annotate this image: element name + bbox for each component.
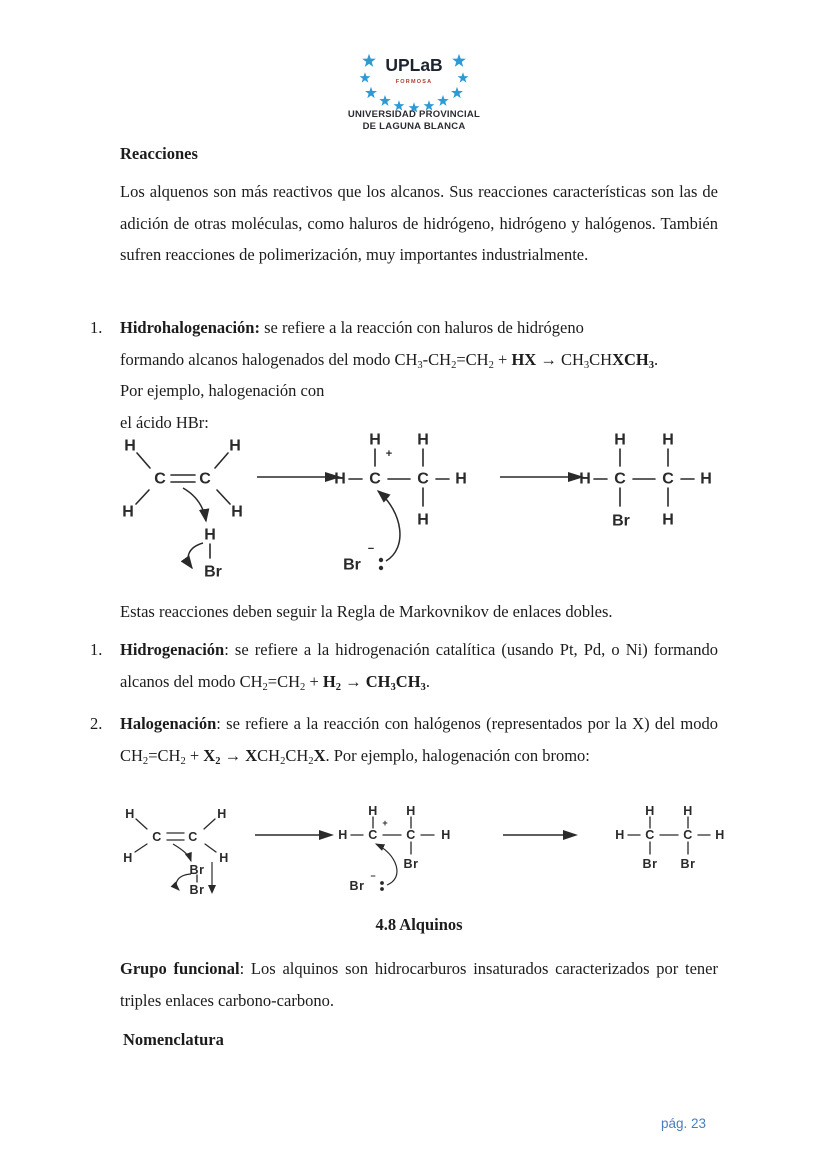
atom-label: Br <box>680 857 696 871</box>
minus-charge: − <box>367 543 375 555</box>
down-arrowhead <box>208 885 216 894</box>
atom-label: H <box>615 828 625 842</box>
curved-arrow <box>188 543 203 568</box>
star-icon <box>458 72 469 82</box>
curved-arrow <box>378 491 400 561</box>
atom-label: Br <box>403 857 419 871</box>
atom-label: H <box>217 807 227 821</box>
atom-label: C <box>614 470 626 488</box>
note-markovnikov: Estas reacciones deben seguir la Regla de Markovnikov de enlaces dobles. <box>120 602 613 621</box>
atom-label: C <box>188 830 198 844</box>
section-heading-alquinos: 4.8 Alquinos <box>375 915 463 934</box>
list-item-hidrohalogenacion: Hidrohalogenación: se refiere a la reacción con haluros de hidrógeno formando alcanos halogenados del modo $CH_3-CH_2=CH_2$ + HX → $CH_3CHXCH_3$. Por ejemplo, halogenación con el ácido HBr: <box>120 318 659 432</box>
plus-charge: + <box>382 818 388 828</box>
reaction-arrow <box>255 830 334 840</box>
university-logo <box>339 50 489 112</box>
minus-charge: − <box>370 871 376 881</box>
star-icon <box>379 95 390 106</box>
atom-label: H <box>417 431 429 449</box>
curved-arrow <box>376 844 397 885</box>
plus-charge: + <box>385 448 393 460</box>
atom-label: H <box>369 431 381 449</box>
molecule-dibromoethane <box>615 804 725 871</box>
reaction-arrow <box>257 472 341 482</box>
atom-label: C <box>369 470 381 488</box>
curved-arrow <box>183 488 206 521</box>
list-item-number: 2. <box>90 714 103 733</box>
atom-label: C <box>152 830 162 844</box>
atom-label: Br <box>642 857 658 871</box>
atom-label: H <box>715 828 725 842</box>
star-icon <box>452 54 466 67</box>
molecule-ethylene-br2 <box>123 807 229 897</box>
atom-label: C <box>645 828 655 842</box>
atom-label: Br <box>204 563 222 581</box>
atom-label: Br <box>349 879 365 893</box>
molecule-bromo-carbocation <box>338 804 451 893</box>
star-icon <box>451 87 463 98</box>
atom-label: C <box>368 828 378 842</box>
lone-pair-dot <box>380 881 384 885</box>
institution-name <box>0 109 828 133</box>
atom-label: H <box>334 470 346 488</box>
atom-label: Br <box>189 883 205 897</box>
atom-label: Br <box>189 863 205 877</box>
institution-line1: UNIVERSIDAD PROVINCIAL <box>347 109 481 120</box>
figure-hbr-mechanism <box>105 424 745 582</box>
atom-label: H <box>204 526 216 544</box>
atom-label: H <box>417 511 429 529</box>
atom-label: H <box>455 470 467 488</box>
atom-label: C <box>406 828 416 842</box>
atom-label: H <box>229 437 241 455</box>
atom-label: H <box>125 807 135 821</box>
list-item-number: 1. <box>90 318 103 337</box>
atom-label: H <box>231 503 243 521</box>
page-number: pág. 23 <box>660 1116 706 1131</box>
atom-label: C <box>417 470 429 488</box>
section-heading-reacciones: Reacciones <box>120 144 198 163</box>
atom-label: C <box>662 470 674 488</box>
atom-label: C <box>683 828 693 842</box>
atom-label: C <box>154 470 166 488</box>
molecule-bromoethane <box>579 432 712 530</box>
atom-label: H <box>406 804 416 818</box>
reaction-arrow <box>500 472 584 482</box>
atom-label: H <box>441 828 451 842</box>
atom-label: H <box>645 804 655 818</box>
paragraph-grupo-funcional: Grupo funcional: Los alquinos son hidrocarburos insaturados caracterizados por tener triples enlaces carbono-carbono. <box>120 959 718 1010</box>
intro-paragraph: Los alquenos son más reactivos que los alcanos. Sus reacciones características son las de adición de otras moléculas, como haluros de hidrógeno, hidrógeno y halógenos. También sufren reacciones de polimerización, muy importantes industrialmente. <box>120 182 718 264</box>
atom-label: H <box>683 804 693 818</box>
atom-label: H <box>123 851 133 865</box>
atom-label: H <box>700 470 712 488</box>
curved-arrow <box>173 844 191 861</box>
logo-region-label: FORMOSA <box>395 79 433 85</box>
atom-label: H <box>614 431 626 449</box>
atom-label: H <box>219 851 229 865</box>
atom-label: H <box>662 511 674 529</box>
figure-bromine-mechanism <box>105 798 745 908</box>
lone-pair-dot <box>379 558 383 562</box>
star-icon <box>360 72 371 82</box>
logo-acronym: UPLaB <box>385 55 443 75</box>
heading-nomenclatura: Nomenclatura <box>123 1030 224 1049</box>
atom-label: H <box>338 828 348 842</box>
reaction-arrow <box>503 830 578 840</box>
lone-pair-dot <box>379 566 383 570</box>
molecule-carbocation <box>334 432 467 574</box>
atom-label: H <box>579 470 591 488</box>
atom-label: C <box>199 470 211 488</box>
atom-label: Br <box>612 512 630 530</box>
institution-line2: DE LAGUNA BLANCA <box>362 121 466 132</box>
atom-label: H <box>122 503 134 521</box>
molecule-ethylene-hbr <box>122 438 243 581</box>
atom-label: Br <box>343 556 361 574</box>
atom-label: H <box>368 804 378 818</box>
list-item-number: 1. <box>90 640 103 659</box>
list-item-halogenacion: Halogenación: se refiere a la reacción con halógenos (representados por la X) del modo $CH_2=CH_2 + X_2 \to XCH_2CH_2X$. Por ejemplo, halogenación con bromo: <box>120 714 718 767</box>
atom-label: H <box>662 431 674 449</box>
star-icon <box>437 95 448 106</box>
star-icon <box>365 87 377 98</box>
list-item-hidrogenacion: Hidrogenación: se refiere a la hidrogenación catalítica (usando Pt, Pd, o Ni) formando alcanos del modo $CH_2=CH_2 + H_2 \to CH_3CH_3$. <box>120 640 718 693</box>
atom-label: H <box>124 437 136 455</box>
lone-pair-dot <box>380 887 384 891</box>
star-icon <box>362 54 376 67</box>
